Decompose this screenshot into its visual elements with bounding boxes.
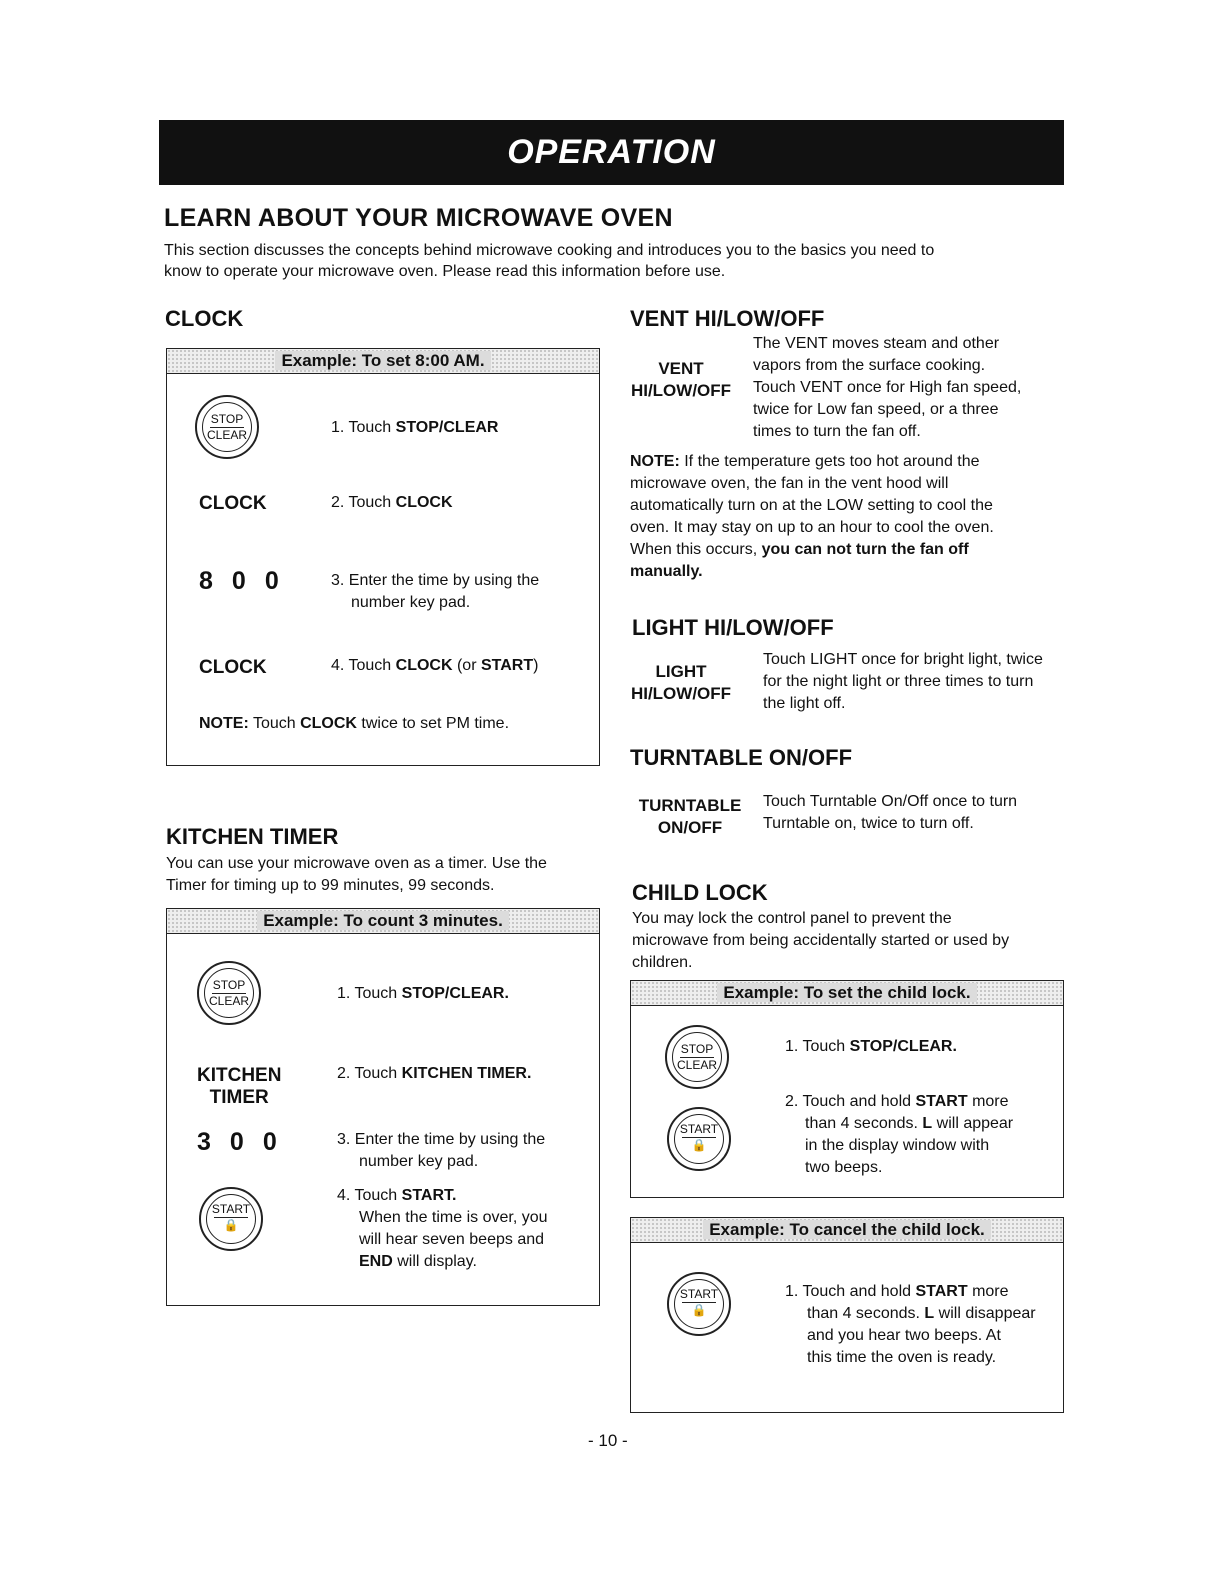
vent-note: NOTE: If the temperature gets too hot around the microwave oven, the fan in the vent hood will automatically turn on at the LOW setting to cool the oven. It may stay on up to an hour to cool the oven. When this occurs, you can not turn the fan off manually. [630,453,994,580]
lock-icon: 🔒 [223,1218,239,1232]
stop-key-label: STOP [210,412,244,426]
timer-step-1: 1. Touch STOP/CLEAR. [337,985,509,1002]
cancel-lock-example-bar [631,1218,1063,1243]
light-heading: LIGHT HI/LOW/OFF [632,615,834,640]
kitchen-timer-key-label: KITCHEN TIMER [197,1065,282,1108]
timer-example-box [166,908,600,1306]
turntable-control-label: TURNTABLE ON/OFF [638,796,742,837]
operation-banner: OPERATION [159,120,1064,185]
start-key-icon: START 🔒 [199,1187,263,1251]
set-lock-example-bar [631,981,1063,1006]
clock-step-4: 4. Touch CLOCK (or START) [331,657,539,674]
turntable-description: Touch Turntable On/Off once to turn Turntable on, twice to turn off. [763,793,1018,832]
set-lock-step-2: 2. Touch and hold START more than 4 seconds. L will appear in the display window with two beeps. [785,1093,1014,1176]
intro-line-2: know to operate your microwave oven. Please read this information before use. [164,263,726,280]
clock-step-3: 3. Enter the time by using the number key pad. [331,572,540,611]
stop-clear-key-icon [195,395,259,459]
clock-digits: 8 0 0 [199,567,279,595]
stop-clear-key-icon: STOP CLEAR [197,961,261,1025]
start-key-icon: START 🔒 [667,1107,731,1171]
clock-example-bar [167,349,599,374]
child-lock-heading: CHILD LOCK [632,880,768,905]
timer-step-2: 2. Touch KITCHEN TIMER. [337,1065,532,1082]
timer-digits: 3 0 0 [197,1128,277,1156]
clear-key-label: CLEAR [206,428,247,442]
clock-key-label-4: CLOCK [199,657,267,678]
clock-note: NOTE: Touch CLOCK twice to set PM time. [199,715,510,732]
timer-desc-2: Timer for timing up to 99 minutes, 99 seconds. [166,877,495,894]
cancel-lock-step-1: 1. Touch and hold START more than 4 seconds. L will disappear and you hear two beeps. At this time the oven is ready. [785,1283,1036,1366]
clock-heading: CLOCK [165,306,244,331]
stop-clear-key-icon: STOP CLEAR [665,1025,729,1089]
turntable-heading: TURNTABLE ON/OFF [630,745,853,770]
vent-control-label: VENT HI/LOW/OFF [630,359,732,400]
timer-example-bar [167,909,599,934]
page-title: LEARN ABOUT YOUR MICROWAVE OVEN [164,204,673,232]
set-child-lock-box [630,980,1064,1198]
child-lock-description: You may lock the control panel to prevent the microwave from being accidentally started or used by children. [632,910,1010,971]
set-lock-example-title: Example: To set the child lock. [717,983,976,1002]
timer-example-title: Example: To count 3 minutes. [257,911,509,930]
timer-desc-1: You can use your microwave oven as a timer. Use the [166,855,547,872]
lock-icon: 🔒 [691,1138,707,1152]
clock-example-title: Example: To set 8:00 AM. [275,351,490,370]
start-key-icon: START 🔒 [667,1272,731,1336]
cancel-lock-example-title: Example: To cancel the child lock. [703,1220,991,1239]
timer-step-3: 3. Enter the time by using the number key pad. [337,1131,546,1170]
page-number: - 10 - [588,1431,628,1450]
set-lock-step-1: 1. Touch STOP/CLEAR. [785,1038,957,1055]
vent-description: The VENT moves steam and other vapors from the surface cooking. Touch VENT once for High fan speed, twice for Low fan speed, or a three times to turn the fan off. [753,335,1022,440]
clock-step-2: 2. Touch CLOCK [331,494,453,511]
lock-icon: 🔒 [691,1303,707,1317]
light-control-label: LIGHT HI/LOW/OFF [630,662,732,703]
clock-key-label-2: CLOCK [199,493,267,514]
intro-line-1: This section discusses the concepts behind microwave cooking and introduces you to the basics you need to [164,242,935,259]
timer-step-4: 4. Touch START. When the time is over, you will hear seven beeps and END will display. [337,1187,548,1270]
vent-heading: VENT HI/LOW/OFF [630,306,825,331]
kitchen-timer-heading: KITCHEN TIMER [166,824,339,849]
clock-example-box [166,348,600,766]
cancel-child-lock-box [630,1217,1064,1413]
light-description: Touch LIGHT once for bright light, twice for the night light or three times to turn the light off. [763,651,1043,712]
clock-step-1: 1. Touch STOP/CLEAR [331,419,499,436]
